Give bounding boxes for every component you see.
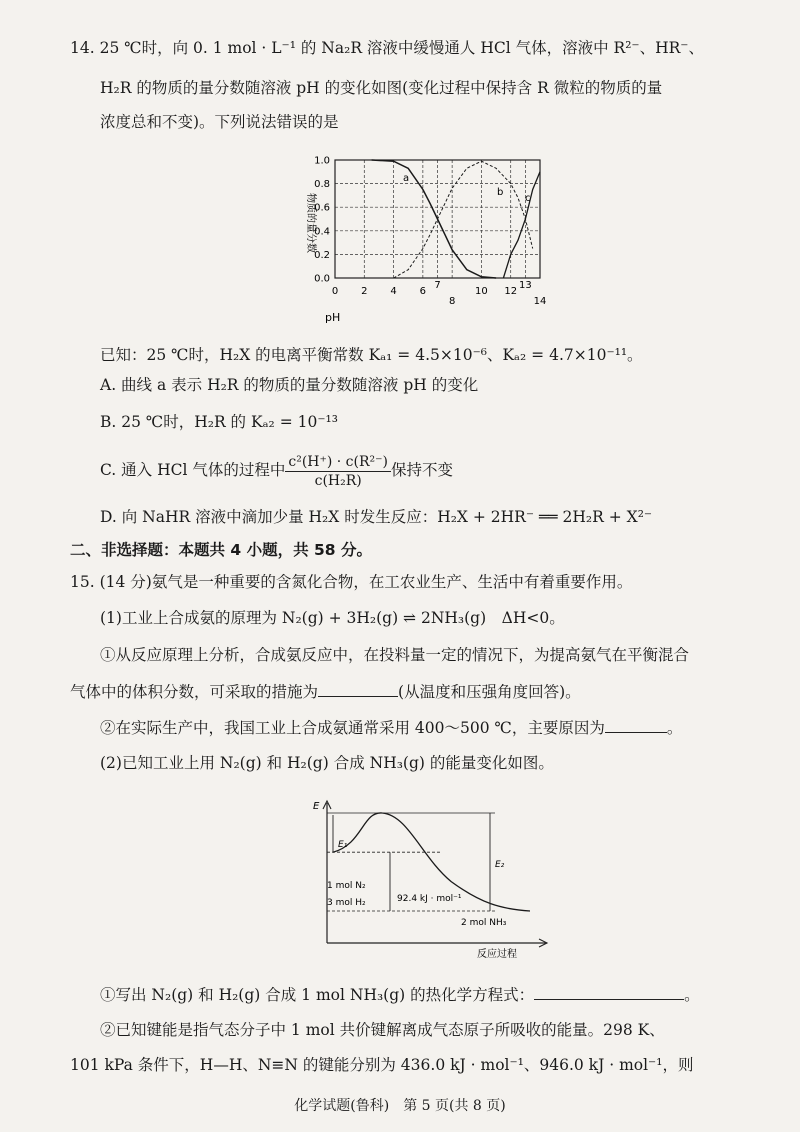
- q15-part2b-line2: 101 kPa 条件下，H—H、N≡N 的键能分别为 436.0 kJ · mol⁻¹、946.0 kJ · mol⁻¹，则: [70, 1056, 694, 1074]
- q15-part2b-line1: ②已知键能是指气态分子中 1 mol 共价键解离成气态原子所吸收的能量。298 K、: [100, 1021, 665, 1039]
- answer-blank-1[interactable]: [318, 680, 398, 697]
- q15-part1a-suffix: (从温度和压强角度回答)。: [398, 683, 581, 701]
- curve-a: [372, 160, 497, 278]
- q15-part1: (1)工业上合成氨的原理为 N₂(g) + 3H₂(g) ⇌ 2NH₃(g) ΔH<0。: [100, 609, 565, 627]
- answer-blank-2[interactable]: [605, 716, 667, 733]
- energy-product-label: 2 mol NH₃: [461, 918, 507, 928]
- x-tick-label-6: 10: [475, 286, 488, 297]
- answer-blank-3[interactable]: [534, 983, 684, 1000]
- y-tick-label-2: 0.6: [314, 202, 330, 214]
- curve-label-a: a: [403, 173, 410, 184]
- q14-line1: 14. 25 ℃时，向 0. 1 mol · L⁻¹ 的 Na₂R 溶液中缓慢通人 HCl 气体，溶液中 R²⁻、HR⁻、: [70, 39, 704, 57]
- energy-delta-h-label: 92.4 kJ · mol⁻¹: [397, 894, 462, 904]
- section-heading: 二、非选择题：本题共 4 小题，共 58 分。: [70, 541, 372, 559]
- q14-known: 已知：25 ℃时，H₂X 的电离平衡常数 Kₐ₁ = 4.5×10⁻⁶、Kₐ₂ = 4.7×10⁻¹¹。: [100, 346, 643, 364]
- q14-line3: 浓度总和不变)。下列说法错误的是: [100, 113, 339, 131]
- x-tick-label-7: 12: [504, 286, 518, 297]
- page-footer: 化学试题(鲁科) 第 5 页(共 8 页): [294, 1098, 506, 1114]
- y-tick-label-4: 0.2: [314, 249, 330, 261]
- x-tick-label-1: 2: [361, 286, 368, 297]
- curve-label-c: c: [525, 193, 531, 204]
- q15-part2a-prefix: ①写出 N₂(g) 和 H₂(g) 合成 1 mol NH₃(g) 的热化学方程式：: [100, 986, 535, 1004]
- curve-b: [394, 161, 533, 278]
- q14-option-d: D. 向 NaHR 溶液中滴加少量 H₂X 时发生反应：H₂X + 2HR⁻ ══ 2H₂R + X²⁻: [100, 508, 653, 526]
- x-tick-label-9: 14: [533, 296, 547, 307]
- chart1-y-axis-label: 物质的量分数: [305, 193, 316, 253]
- q15-title: 15. (14 分)氨气是一种重要的含氮化合物，在工农业生产、生活中有着重要作用。: [70, 573, 633, 591]
- fraction-denominator: c(H₂R): [314, 472, 362, 489]
- q15-part1b-suffix: 。: [666, 719, 683, 737]
- q14-line2: H₂R 的物质的量分数随溶液 pH 的变化如图(变化过程中保持含 R 微粒的物质的量: [100, 79, 663, 97]
- y-tick-label-1: 0.8: [314, 179, 330, 191]
- energy-diagram-svg: [305, 795, 555, 960]
- energy-e1-label: E₁: [338, 840, 348, 850]
- x-tick-label-0: 0: [331, 286, 339, 297]
- q14-option-a: A. 曲线 a 表示 H₂R 的物质的量分数随溶液 pH 的变化: [100, 376, 479, 394]
- y-tick-label-3: 0.4: [314, 226, 330, 238]
- energy-reactant-h2: 3 mol H₂: [327, 898, 366, 908]
- energy-e-label: E: [313, 801, 320, 812]
- chart1-curves: [372, 160, 540, 278]
- y-tick-label-0: 1.0: [314, 155, 330, 167]
- y-tick-label-5: 0.0: [314, 273, 330, 285]
- q15-part1b-prefix: ②在实际生产中，我国工业上合成氨通常采用 400～500 ℃，主要原因为: [100, 719, 605, 737]
- q14-option-c-suffix: 保持不变: [391, 461, 454, 479]
- q14-option-b: B. 25 ℃时，H₂R 的 Kₐ₂ = 10⁻¹³: [100, 413, 338, 431]
- fraction-numerator: c²(H⁺) · c(R²⁻): [285, 453, 391, 472]
- q14-option-c-prefix: C. 通入 HCl 气体的过程中: [100, 461, 286, 479]
- q15-part1a-line2: [70, 680, 581, 702]
- q14-option-c-fraction: [285, 453, 391, 490]
- chart1-x-ticks: [332, 280, 547, 307]
- distribution-chart: [285, 148, 555, 328]
- x-tick-label-5: 8: [448, 296, 456, 307]
- q15-part1b: [100, 716, 682, 738]
- q15-part2a-suffix: 。: [684, 986, 700, 1004]
- curve-c: [503, 172, 540, 278]
- q15-part1a-prefix: 气体中的体积分数，可采取的措施为: [70, 683, 319, 701]
- chart1-x-axis-label: pH: [325, 311, 341, 324]
- energy-diagram: [305, 795, 555, 960]
- q15-part2a: [100, 983, 700, 1005]
- q15-part2: (2)已知工业上用 N₂(g) 和 H₂(g) 合成 NH₃(g) 的能量变化如图。: [100, 754, 554, 772]
- distribution-chart-svg: [285, 148, 555, 328]
- x-tick-label-2: 4: [390, 286, 397, 297]
- x-tick-label-4: 7: [434, 280, 441, 291]
- x-tick-label-3: 6: [419, 286, 427, 297]
- q14-option-c: [100, 450, 453, 490]
- x-tick-label-8: 13: [518, 280, 532, 291]
- energy-reactant-n2: 1 mol N₂: [327, 881, 366, 891]
- energy-x-axis-label: 反应过程: [477, 949, 517, 960]
- energy-e2-label: E₂: [495, 860, 505, 870]
- curve-label-b: b: [497, 187, 504, 198]
- q15-part1a-line1: ①从反应原理上分析，合成氨反应中，在投料量一定的情况下，为提高氨气在平衡混合: [100, 646, 690, 664]
